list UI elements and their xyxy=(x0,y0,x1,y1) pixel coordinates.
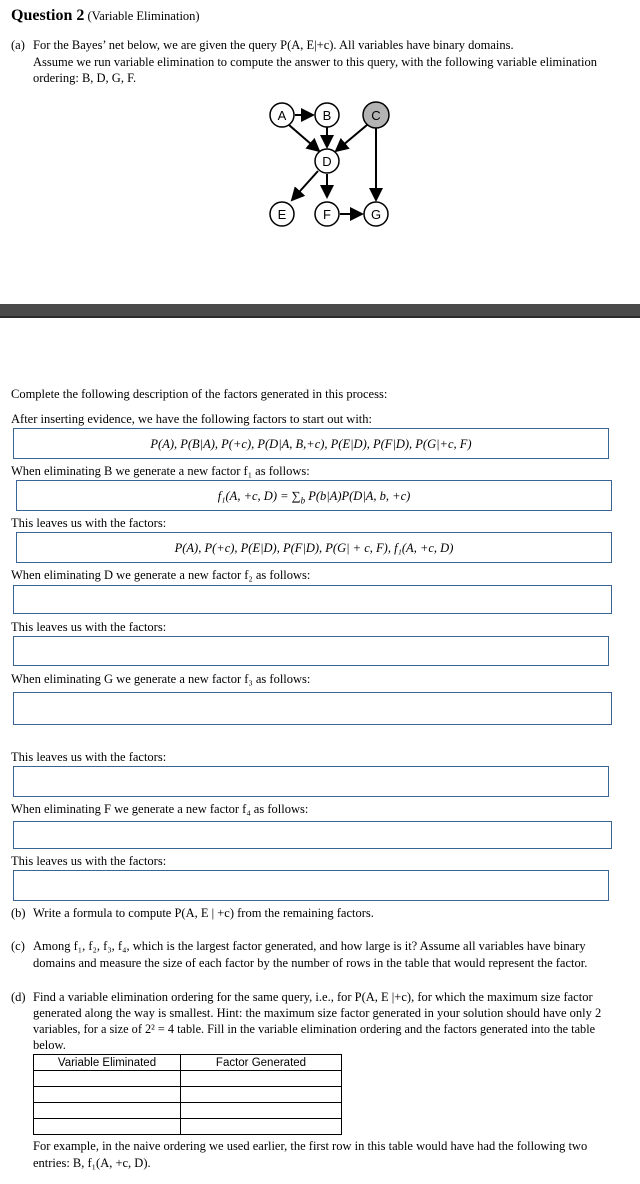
table-cell-factor[interactable] xyxy=(181,1087,342,1103)
node-e xyxy=(270,202,294,226)
leaves-factors-label-1: This leaves us with the factors: xyxy=(11,516,167,530)
part-d-line4: below. xyxy=(33,1038,66,1052)
bayes-net-graph xyxy=(260,96,400,231)
eliminate-g-text: When eliminating G we generate a new factor f₃ as follows: xyxy=(11,672,311,686)
svg-text:G: G xyxy=(370,207,382,222)
part-c-line1: Among f₁, f₂, f₃, f₄, which is the largest factor generated, and how large is it? Assume all variables have binary xyxy=(33,939,586,953)
svg-text:A: A xyxy=(277,108,287,123)
part-c-label: (c) xyxy=(11,939,25,953)
factors-after-f-box[interactable] xyxy=(13,870,609,901)
svg-text:E: E xyxy=(277,207,287,222)
initial-factors-text: P(A), P(B|A), P(+c), P(D|A, B,+c), P(E|D), P(F|D), P(G|+c, F) xyxy=(150,437,472,451)
eliminate-f-text: When eliminating F we generate a new factor f₄ as follows: xyxy=(11,802,309,816)
part-a-line1: For the Bayes’ net below, we are given the query P(A, E|+c). All variables have binary domains. xyxy=(33,38,514,52)
table-cell-factor[interactable] xyxy=(181,1119,342,1135)
f4-answer-box[interactable] xyxy=(13,821,612,849)
factors-after-b-text: P(A), P(+c), P(E|D), P(F|D), P(G| + c, F), f₁(A, +c, D) xyxy=(174,541,454,555)
table-row xyxy=(34,1087,342,1103)
table-cell-factor[interactable] xyxy=(181,1071,342,1087)
svg-text:D: D xyxy=(322,154,332,169)
eliminate-d-text: When eliminating D we generate a new factor f₂ as follows: xyxy=(11,568,311,582)
factors-after-g-box[interactable] xyxy=(13,766,609,797)
table-row xyxy=(34,1103,342,1119)
edge-c-d xyxy=(336,125,367,151)
svg-text:C: C xyxy=(371,108,381,123)
initial-factors-box[interactable] xyxy=(13,428,609,459)
eliminate-b-text: When eliminating B we generate a new factor f₁ as follows: xyxy=(11,464,310,478)
leaves-factors-label-4: This leaves us with the factors: xyxy=(11,854,167,868)
example-line2: entries: B, f₁(A, +c, D). xyxy=(33,1156,151,1170)
question-number: Question 2 xyxy=(11,7,85,24)
part-d-line3: variables, for a size of 2² = 4 table. Fill in the variable elimination ordering and the factors generated into the table xyxy=(33,1022,596,1036)
leaves-factors-label-3: This leaves us with the factors: xyxy=(11,750,167,764)
node-f xyxy=(315,202,339,226)
part-a-line3: ordering: B, D, G, F. xyxy=(33,71,137,85)
page-divider-shadow xyxy=(0,316,640,318)
node-c-observed xyxy=(363,102,389,128)
f1-formula-box[interactable] xyxy=(16,480,612,511)
node-b xyxy=(315,103,339,127)
question-title xyxy=(11,7,200,25)
f1-formula-lhs: f₁(A, +c, D) = ∑ xyxy=(217,489,301,503)
f1-formula-sum-index: b xyxy=(300,495,306,506)
part-b-label: (b) xyxy=(11,906,26,920)
part-a-label: (a) xyxy=(11,38,25,52)
leaves-factors-label-2: This leaves us with the factors: xyxy=(11,620,167,634)
part-d-line2: generated along the way is smallest. Hint: the maximum size factor generated in your solution should have only 2 xyxy=(33,1006,602,1020)
table-row xyxy=(34,1071,342,1087)
part-c-line2: domains and measure the size of each factor by the number of rows in the table that would represent the factor. xyxy=(33,956,588,970)
node-a xyxy=(270,103,294,127)
edge-a-d xyxy=(289,125,319,151)
factors-after-b-box[interactable] xyxy=(16,532,612,563)
example-line1: For example, in the naive ordering we used earlier, the first row in this table would have had the following two xyxy=(33,1139,588,1153)
table-cell-variable[interactable] xyxy=(34,1087,181,1103)
table-header-row xyxy=(34,1055,342,1071)
node-d xyxy=(315,149,339,173)
f1-formula-rhs: P(b|A)P(D|A, b, +c) xyxy=(305,489,411,503)
part-d-line1: Find a variable elimination ordering for the same query, i.e., for P(A, E |+c), for which the maximum size factor xyxy=(33,990,593,1004)
part-d-label: (d) xyxy=(11,990,26,1004)
header-factor-generated: Factor Generated xyxy=(181,1055,342,1071)
table-cell-variable[interactable] xyxy=(34,1071,181,1087)
header-variable-eliminated: Variable Eliminated xyxy=(34,1055,181,1071)
part-a-line2: Assume we run variable elimination to compute the answer to this query, with the following variable elimination xyxy=(33,55,597,69)
factors-after-d-box[interactable] xyxy=(13,636,609,666)
table-cell-factor[interactable] xyxy=(181,1103,342,1119)
table-cell-variable[interactable] xyxy=(34,1119,181,1135)
f3-answer-box[interactable] xyxy=(13,692,612,725)
table-cell-variable[interactable] xyxy=(34,1103,181,1119)
svg-text:F: F xyxy=(323,207,331,222)
part-b-text: Write a formula to compute P(A, E | +c) from the remaining factors. xyxy=(33,906,374,920)
svg-text:B: B xyxy=(322,108,332,123)
edge-d-e xyxy=(292,171,318,200)
node-g xyxy=(364,202,388,226)
process-intro: Complete the following description of the factors generated in this process: xyxy=(11,387,388,401)
elimination-table xyxy=(33,1054,342,1135)
question-subtitle: (Variable Elimination) xyxy=(87,9,200,23)
f2-answer-box[interactable] xyxy=(13,585,612,614)
f1-formula xyxy=(17,489,611,506)
table-row xyxy=(34,1119,342,1135)
after-evidence-text: After inserting evidence, we have the following factors to start out with: xyxy=(11,412,373,426)
